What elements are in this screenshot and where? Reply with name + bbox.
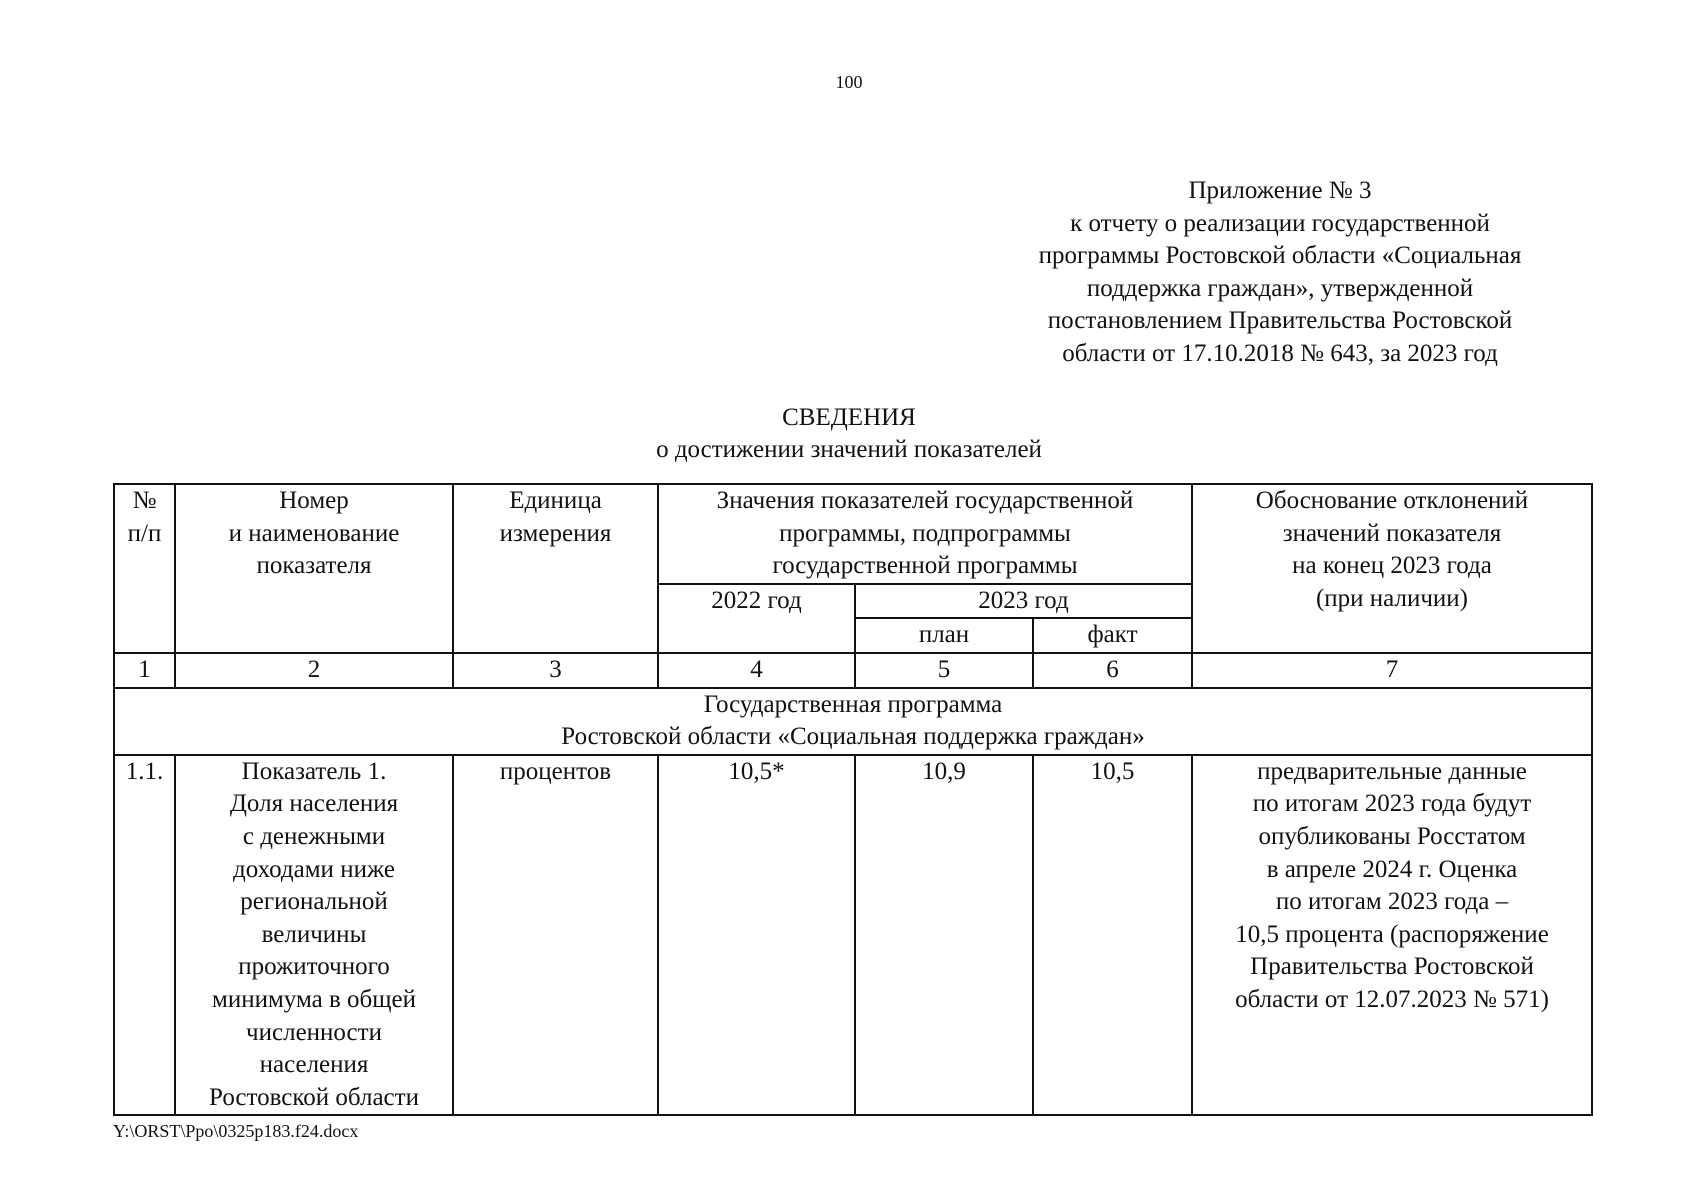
header-year-2022: 2022 год (658, 584, 855, 653)
justification-line: Правительства Ростовской (1250, 953, 1534, 981)
justification-line: по итогам 2023 года будут (1252, 790, 1532, 818)
title-main: СВЕДЕНИЯ (782, 404, 916, 431)
header-fact: факт (1033, 618, 1192, 653)
justification-line: по итогам 2023 года – (1275, 888, 1509, 916)
header-justification (1192, 484, 1592, 653)
appendix-line: Приложение № 3 (1188, 177, 1372, 204)
plan-2023: 10,9 (855, 755, 1033, 1116)
header-line: и наименование (228, 519, 400, 547)
indicator-name-line: Доля населения (229, 790, 399, 818)
header-line: измерения (499, 519, 612, 547)
indicator-name-line: региональной (240, 888, 388, 916)
header-unit (453, 484, 658, 653)
column-number: 1 (114, 653, 175, 688)
column-number: 5 (855, 653, 1033, 688)
indicator-name-line: Показатель 1. (241, 757, 387, 785)
justification-line: предварительные данные (1257, 757, 1527, 785)
page-number: 100 (835, 72, 863, 92)
section-title (114, 688, 1592, 755)
appendix-block (1000, 175, 1560, 370)
value-2022: 10,5* (658, 755, 855, 1116)
justification (1192, 755, 1592, 1116)
title-sub: о достижении значений показателей (656, 436, 1042, 463)
indicator-name-line: Ростовской области (209, 1083, 419, 1111)
indicator-name-line: прожиточного (238, 953, 390, 981)
header-name (175, 484, 453, 653)
justification-line: в апреле 2024 г. Оценка (1266, 855, 1518, 883)
document-title (0, 402, 1698, 466)
header-line: на конец 2023 года (1292, 552, 1492, 580)
justification-line: области от 12.07.2023 № 571) (1235, 985, 1549, 1013)
header-year-2023: 2023 год (855, 584, 1192, 619)
column-number: 6 (1033, 653, 1192, 688)
indicator-name-line: численности (246, 1018, 382, 1046)
header-line: программы, подпрограммы (779, 519, 1071, 547)
appendix-line: постановлением Правительства Ростовской (1047, 307, 1513, 334)
header-line: Обоснование отклонений (1255, 487, 1529, 514)
row-number: 1.1. (114, 755, 175, 1116)
appendix-line: поддержка граждан», утвержденной (1086, 274, 1474, 302)
section-line: Государственная программа (703, 690, 1003, 718)
file-path-footer: Y:\ORST\Ppo\0325p183.f24.docx (113, 1121, 359, 1141)
indicator-name (175, 755, 453, 1116)
header-line: Номер (279, 487, 349, 514)
column-numbers-row (114, 653, 1592, 688)
header-line: Значения показателей государственной (716, 487, 1134, 514)
header-line: (при наличии) (1315, 584, 1469, 612)
header-values (658, 484, 1192, 584)
section-row (114, 688, 1592, 755)
header-row (114, 484, 1592, 584)
header-line: государственной программы (772, 552, 1078, 580)
header-no (114, 484, 175, 653)
header-line: значений показателя (1282, 519, 1502, 547)
indicator-name-line: величины (261, 920, 367, 948)
indicator-name-line: минимума в общей (212, 985, 416, 1013)
justification-line: опубликованы Росстатом (1258, 822, 1526, 850)
indicator-name-line: доходами ниже (233, 855, 395, 883)
header-plan: план (855, 618, 1033, 653)
indicator-name-line: с денежными (242, 822, 386, 850)
column-number: 2 (175, 653, 453, 688)
fact-2023: 10,5 (1033, 755, 1192, 1116)
indicator-name-line: населения (259, 1051, 369, 1079)
appendix-line: программы Ростовской области «Социальная (1038, 242, 1522, 269)
column-number: 4 (658, 653, 855, 688)
indicators-table (113, 483, 1593, 1116)
column-number: 7 (1192, 653, 1592, 688)
appendix-line: области от 17.10.2018 № 643, за 2023 год (1062, 339, 1498, 367)
header-line: № (132, 487, 157, 514)
header-line: Единица (509, 487, 602, 514)
appendix-line: к отчету о реализации государственной (1070, 209, 1490, 237)
header-line: п/п (127, 519, 162, 547)
justification-line: 10,5 процента (распоряжение (1235, 920, 1549, 948)
section-line: Ростовской области «Социальная поддержка граждан» (561, 723, 1145, 751)
table-row (114, 755, 1592, 1116)
column-number: 3 (453, 653, 658, 688)
header-line: показателя (256, 552, 372, 580)
indicator-unit: процентов (453, 755, 658, 1116)
